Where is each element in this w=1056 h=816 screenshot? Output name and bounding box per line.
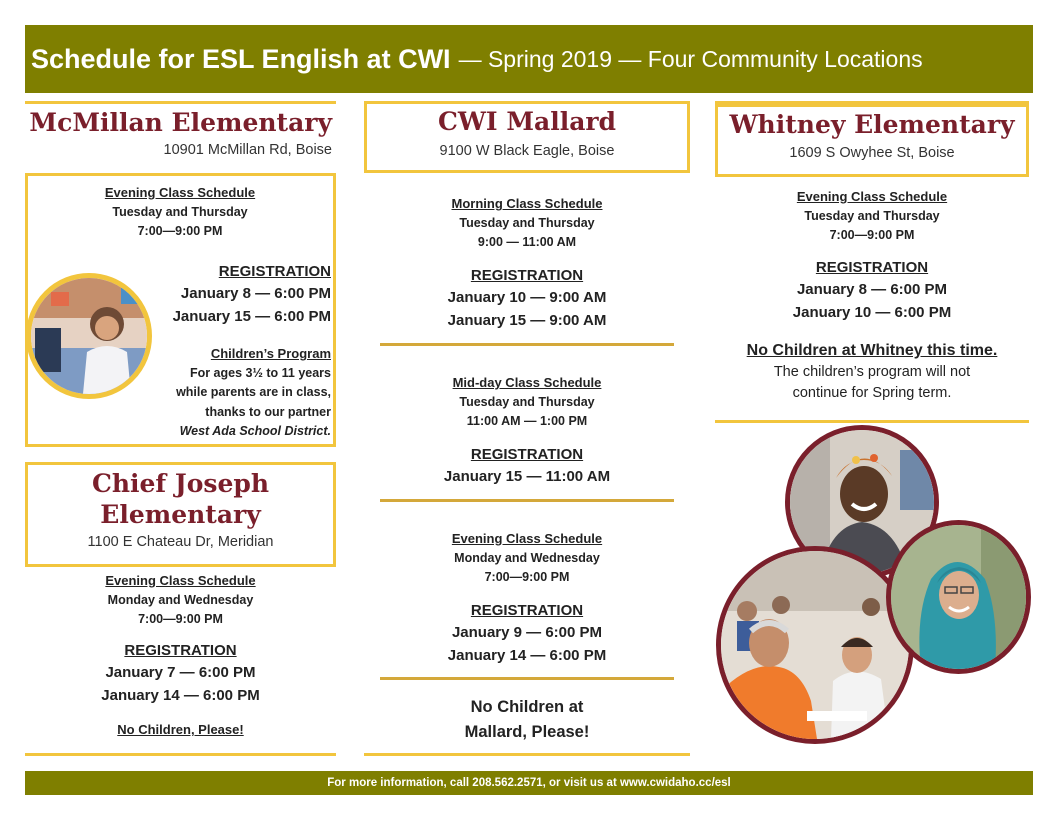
mallard-morning-schedule	[364, 194, 690, 253]
no-children-detail: continue for Spring term.	[792, 385, 952, 401]
schedule-days: Tuesday and Thursday	[459, 215, 595, 230]
divider	[715, 420, 1029, 423]
schedule-days: Tuesday and Thursday	[804, 208, 940, 223]
registration-heading: REGISTRATION	[470, 267, 584, 284]
divider	[380, 343, 674, 346]
page-subtitle: — Spring 2019 — Four Community Locations	[458, 45, 923, 72]
divider	[380, 677, 674, 680]
no-children-note: No Children, Please!	[117, 722, 244, 737]
no-children-title: No Children at Whitney this time.	[746, 342, 998, 359]
registration-heading: REGISTRATION	[218, 263, 331, 280]
mallard-address: 9100 W Black Eagle, Boise	[439, 143, 615, 159]
mcmillan-address: 10901 McMillan Rd, Boise	[163, 142, 332, 158]
classroom-photo-image	[721, 551, 909, 739]
registration-date: January 9 — 6:00 PM	[451, 623, 603, 641]
chief-joseph-schedule	[25, 571, 336, 630]
registration-heading: REGISTRATION	[124, 642, 237, 659]
child-photo-image	[31, 278, 147, 394]
schedule-days: Tuesday and Thursday	[112, 204, 248, 219]
registration-date: January 10 — 9:00 AM	[447, 288, 607, 306]
divider	[364, 753, 690, 756]
divider	[380, 499, 674, 502]
schedule-title: Evening Class Schedule	[451, 531, 603, 546]
divider	[25, 753, 336, 756]
student-photo-hijab	[886, 520, 1031, 674]
mallard-midday-registration	[364, 445, 690, 488]
schedule-time: 7:00—9:00 PM	[138, 612, 223, 626]
no-children-detail: The children’s program will not	[773, 364, 971, 380]
schedule-time: 7:00—9:00 PM	[484, 570, 570, 584]
registration-heading: REGISTRATION	[815, 259, 929, 276]
child-photo	[26, 273, 152, 399]
schedule-title: Evening Class Schedule	[105, 573, 256, 588]
childrens-program	[150, 344, 331, 442]
mallard-midday-schedule	[364, 373, 690, 432]
mallard-evening-registration	[364, 601, 690, 667]
registration-date: January 10 — 6:00 PM	[792, 303, 952, 321]
footer-contact-text: For more information, call 208.562.2571, or visit us at www.cwidaho.cc/esl	[327, 777, 731, 789]
registration-date: January 15 — 9:00 AM	[447, 311, 607, 329]
mcmillan-name: McMillan Elementary	[29, 108, 332, 137]
chief-joseph-note	[25, 720, 336, 740]
schedule-title: Morning Class Schedule	[451, 196, 603, 211]
chief-joseph-address: 1100 E Chateau Dr, Meridian	[87, 534, 274, 550]
registration-date: January 15 — 6:00 PM	[172, 307, 331, 325]
schedule-days: Monday and Wednesday	[454, 550, 600, 565]
schedule-days: Monday and Wednesday	[107, 592, 254, 607]
mcmillan-schedule	[30, 183, 330, 242]
whitney-name: Whitney Elementary	[729, 110, 1015, 139]
footer-bar	[25, 771, 1033, 795]
schedule-title: Mid-day Class Schedule	[452, 375, 602, 390]
mallard-name: CWI Mallard	[437, 107, 617, 136]
page-header	[25, 25, 1033, 93]
registration-heading: REGISTRATION	[470, 602, 584, 619]
chief-joseph-name-line: Elementary	[100, 500, 261, 529]
whitney-registration	[715, 258, 1029, 324]
childrens-program-line: For ages 3½ to 11 years	[189, 365, 331, 380]
registration-date: January 8 — 6:00 PM	[796, 280, 948, 298]
whitney-note	[715, 340, 1029, 404]
registration-date: January 8 — 6:00 PM	[180, 284, 331, 302]
schedule-time: 7:00—9:00 PM	[137, 224, 223, 238]
schedule-time: 11:00 AM — 1:00 PM	[466, 414, 588, 428]
schedule-time: 7:00—9:00 PM	[829, 228, 915, 242]
chief-joseph-name-line: Chief Joseph	[91, 469, 270, 498]
divider	[25, 101, 336, 104]
childrens-program-title: Children’s Program	[210, 346, 331, 361]
registration-date: January 7 — 6:00 PM	[105, 663, 256, 681]
student-photo-image	[891, 525, 1026, 669]
schedule-time: 9:00 — 11:00 AM	[477, 235, 577, 249]
registration-date: January 15 — 11:00 AM	[443, 467, 611, 485]
page-title: Schedule for ESL English at CWI	[31, 43, 451, 74]
no-children-note: Mallard, Please!	[464, 723, 590, 741]
registration-date: January 14 — 6:00 PM	[447, 646, 607, 664]
childrens-program-line: while parents are in class,	[176, 385, 331, 399]
registration-date: January 14 — 6:00 PM	[101, 686, 260, 704]
mallard-note	[364, 695, 690, 745]
classroom-photo	[716, 546, 914, 744]
registration-heading: REGISTRATION	[470, 446, 584, 463]
childrens-program-line: thanks to our partner	[205, 404, 331, 419]
schedule-days: Tuesday and Thursday	[459, 394, 595, 409]
schedule-title: Evening Class Schedule	[796, 189, 948, 204]
no-children-note: No Children at	[470, 698, 584, 716]
whitney-address: 1609 S Owyhee St, Boise	[789, 145, 955, 161]
chief-joseph-registration	[25, 641, 336, 707]
chief-joseph-name	[28, 468, 333, 530]
mallard-morning-registration	[364, 266, 690, 332]
schedule-title: Evening Class Schedule	[104, 185, 256, 200]
childrens-program-partner: West Ada School District.	[179, 424, 331, 438]
whitney-schedule	[715, 187, 1029, 246]
mcmillan-registration	[150, 262, 331, 328]
mallard-evening-schedule	[364, 529, 690, 588]
